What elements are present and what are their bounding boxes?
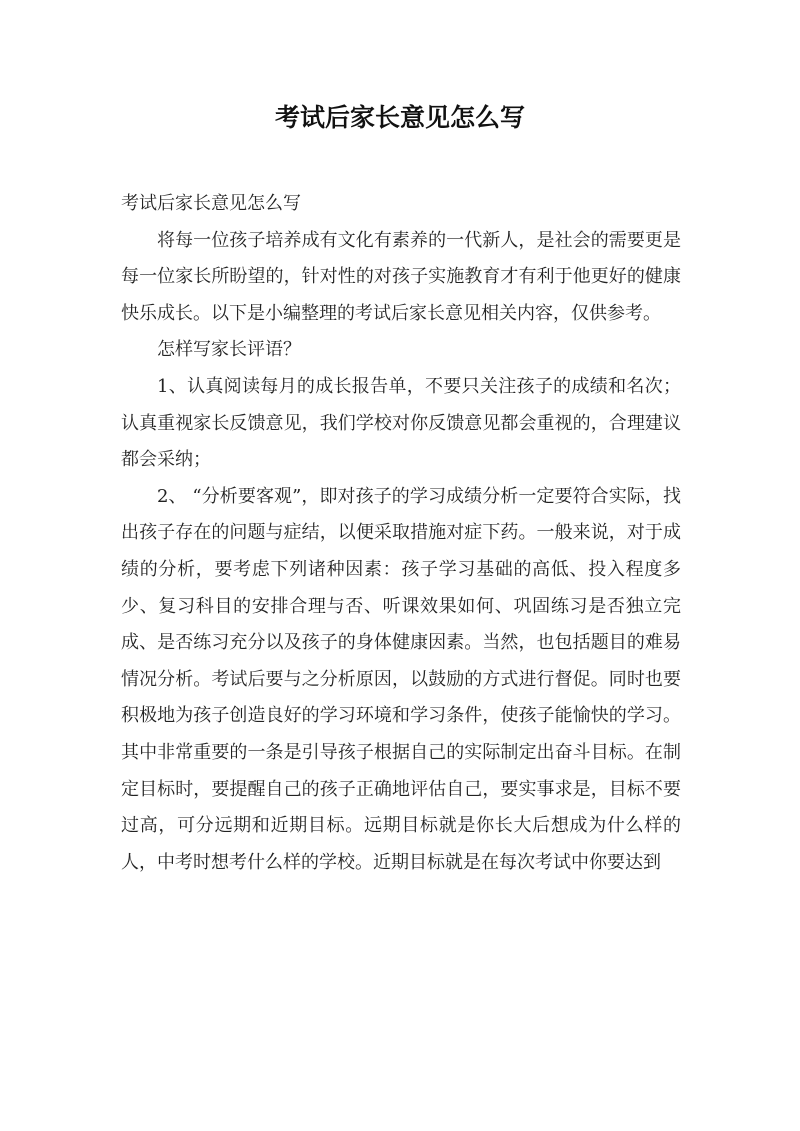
document-title: 考试后家长意见怎么写 bbox=[274, 103, 525, 132]
point-2-paragraph: 2、 “分析要客观”，即对孩子的学习成绩分析一定要符合实际，找出孩子存在的问题与症结，以便采取措施对症下药。一般来说，对于成绩的分析，要考虑下列诸种因素：孩子学习基础的高低、投入程度多少、复习科目的安排合理与否、听课效果如何、巩固练习是否独立完成、是否练习充分以及孩子的身体健康因素。当然，也包括题目的难易情况分析。考试后要与之分析原因，以鼓励的方式进行督促。同时也要积极地为孩子创造良好的学习环境和学习条件，使孩子能愉快的学习。其中非常重要的一条是引导孩子根据自己的实际制定出奋斗目标。在制定目标时，要提醒自己的孩子正确地评估自己，要实事求是，目标不要过高，可分远期和近期目标。远期目标就是你长大后想成为什么样的人，中考时想考什么样的学校。近期目标就是在每次考试中你要达到 bbox=[121, 485, 681, 873]
subtitle-paragraph: 考试后家长意见怎么写 bbox=[121, 193, 301, 214]
intro-paragraph: 将每一位孩子培养成有文化有素养的一代新人，是社会的需要更是每一位家长所盼望的，针对性的对孩子实施教育才有利于他更好的健康快乐成长。以下是小编整理的考试后家长意见相关内容，仅供参考。 bbox=[121, 229, 681, 324]
section-heading: 怎样写家长评语？ bbox=[157, 339, 301, 361]
point-1-paragraph: 1、认真阅读每月的成长报告单，不要只关注孩子的成绩和名次；认真重视家长反馈意见，我们学校对你反馈意见都会重视的，合理建议都会采纳； bbox=[121, 375, 681, 471]
document-body bbox=[121, 186, 681, 881]
